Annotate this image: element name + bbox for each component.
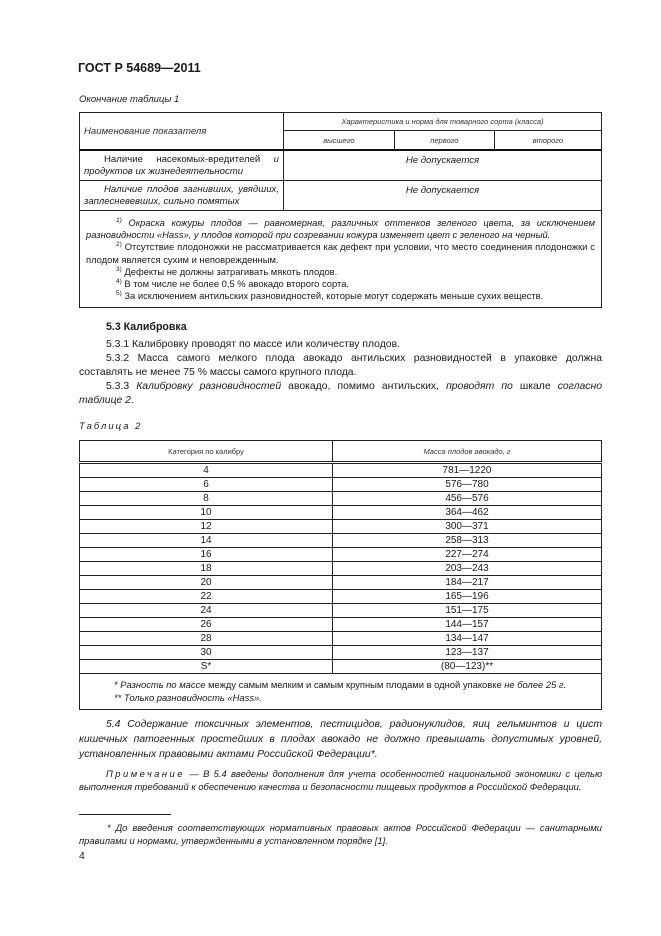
table1-row-name: Наличие насекомых-вредителей и продуктов их жизнедеятельности [80, 150, 284, 181]
caliber-category-cell: 14 [80, 534, 333, 548]
section-heading: 5.3 Калибровка [106, 321, 187, 333]
table1-note: $^{2)}$ Отсутствие плодоножки не рассматривается как дефект при условии, что место соединения плодоножки с плодом является сухим и неповрежденным. [86, 241, 595, 265]
table1-note: $^{4)}$ В том числе не более 0,5 % авокадо второго сорта. [116, 277, 350, 290]
table2 [79, 440, 602, 710]
paragraph-5-3-2: 5.3.2 Масса самого мелкого плода авокадо антильских разновидностей в упаковке должна составлять не менее 75 % массы самого крупного плода. [79, 353, 602, 378]
table1-note: $^{3)}$ Дефекты не должны затрагивать мякоть плодов. [116, 265, 338, 277]
caliber-category-cell: 8 [80, 492, 333, 506]
table1-row-name: Наличие плодов загнивших, увядших, заплесневевших, сильно помятых [80, 181, 284, 211]
table-row [80, 463, 602, 478]
table-row [80, 534, 602, 548]
mass-range-cell: 300—371 [333, 520, 602, 534]
caliber-category-cell: S* [80, 660, 333, 674]
table-row [80, 478, 602, 492]
caliber-category-cell: 26 [80, 618, 333, 632]
table-row [80, 646, 602, 660]
paragraph-5-3-3: 5.3.3 Калибровку разновидностей авокадо, помимо антильских, проводят по шкале согласно таблице 2. [79, 381, 602, 406]
caliber-category-cell: 30 [80, 646, 333, 660]
caliber-category-cell: 18 [80, 562, 333, 576]
mass-range-cell: 134—147 [333, 632, 602, 646]
table-row [80, 492, 602, 506]
paragraph-5-4: 5.4 Содержание токсичных элементов, пестицидов, радионуклидов, яиц гельминтов и цист кишечных патогенных простейших в плодах авокадо не должно превышать допустимых уровней, установленных правовыми актами Российской Федерации*. [79, 719, 602, 760]
mass-range-cell: 165—196 [333, 590, 602, 604]
caliber-category-cell: 20 [80, 576, 333, 590]
table-row [80, 150, 602, 181]
note: Примечание — В 5.4 введены дополнения для учета особенностей национальной экономики с целью выполнения требований к обеспечению качества и безопасности пищевых продуктов в Российской Федерации. [79, 768, 602, 792]
caliber-category-cell: 24 [80, 604, 333, 618]
table-row [80, 181, 602, 211]
caliber-category-cell: 10 [80, 506, 333, 520]
table2-footnote: ** Только разновидность «Hass». [114, 692, 262, 703]
mass-range-cell: 184—217 [333, 576, 602, 590]
table1-subheader: первого [394, 131, 494, 151]
table-row [80, 590, 602, 604]
table-row [80, 506, 602, 520]
document-title: ГОСТ Р 54689—2011 [78, 61, 201, 75]
table-row [80, 618, 602, 632]
table1-note: $^{1)}$ Окраска кожуры плодов — равномерная, различных оттенков зеленого цвета, за исключением разновидности «Hass», у плодов которой при созревании кожура изменяет цвет с зеленого на черный. [86, 216, 595, 241]
table1-header-group: Характеристика и норма для товарного сорта (класса) [284, 113, 602, 131]
mass-range-cell: 258—313 [333, 534, 602, 548]
table1-header-name: Наименование показателя [80, 113, 284, 151]
mass-range-cell: 781—1220 [333, 463, 602, 478]
mass-range-cell: (80—123)** [333, 660, 602, 674]
caliber-category-cell: 28 [80, 632, 333, 646]
footnote-divider [79, 814, 171, 815]
mass-range-cell: 364—462 [333, 506, 602, 520]
page-footnote: * До введения соответствующих нормативных правовых актов Российской Федерации — санитарными правилами и нормами, утвержденными в установленном порядке [1]. [79, 822, 602, 846]
mass-range-cell: 151—175 [333, 604, 602, 618]
table1-subheader: высшего [284, 131, 395, 151]
table-row [80, 604, 602, 618]
mass-range-cell: 576—780 [333, 478, 602, 492]
table2-footnote: * Разность по массе между самым мелким и самым крупным плодами в одной упаковке не более 25 г. [114, 679, 567, 690]
table1 [79, 112, 602, 308]
caliber-category-cell: 4 [80, 463, 333, 478]
mass-range-cell: 123—137 [333, 646, 602, 660]
caliber-category-cell: 12 [80, 520, 333, 534]
caliber-category-cell: 16 [80, 548, 333, 562]
table-row [80, 576, 602, 590]
table2-caption: Таблица 2 [79, 421, 143, 432]
table2-header: Масса плодов авокадо, г [333, 441, 602, 463]
table1-subheader: второго [494, 131, 601, 151]
table-row [80, 632, 602, 646]
table2-header: Категория по калибру [80, 441, 333, 463]
mass-range-cell: 203—243 [333, 562, 602, 576]
table-row [80, 660, 602, 674]
table1-notes [80, 211, 602, 308]
table1-row-value: Не допускается [284, 150, 602, 181]
mass-range-cell: 456—576 [333, 492, 602, 506]
paragraph-5-3-1: 5.3.1 Калибровку проводят по массе или количеству плодов. [106, 339, 400, 350]
table2-footnotes [80, 674, 602, 710]
table1-note: $^{5)}$ За исключением антильских разновидностей, которые могут содержать меньше сухих веществ. [116, 290, 544, 302]
caliber-category-cell: 6 [80, 478, 333, 492]
table-row [80, 562, 602, 576]
table-row [80, 548, 602, 562]
mass-range-cell: 144—157 [333, 618, 602, 632]
table1-caption: Окончание таблицы 1 [79, 94, 180, 105]
table-row [80, 520, 602, 534]
mass-range-cell: 227—274 [333, 548, 602, 562]
table1-row-value: Не допускается [284, 181, 602, 211]
page-number: 4 [79, 851, 85, 862]
caliber-category-cell: 22 [80, 590, 333, 604]
